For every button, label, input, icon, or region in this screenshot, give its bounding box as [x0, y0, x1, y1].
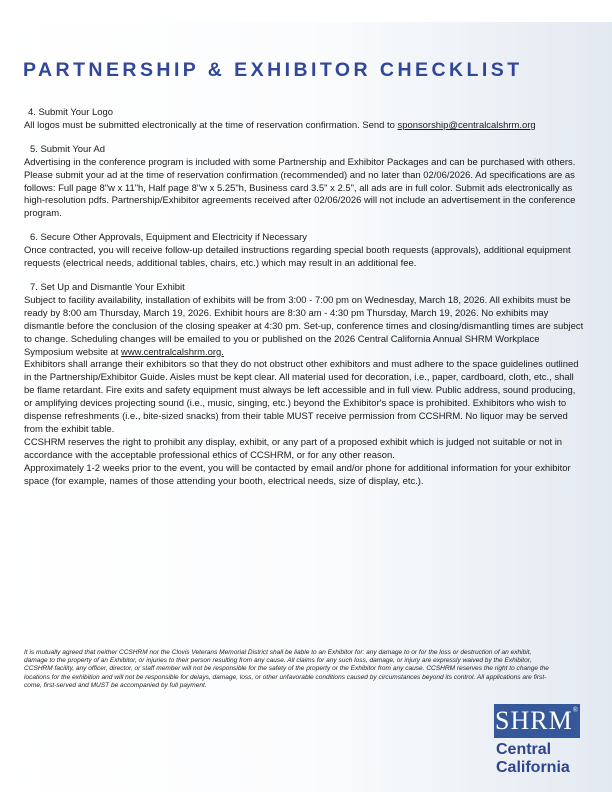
shrm-logo-box — [494, 704, 580, 738]
section-heading: 7. Set Up and Dismantle Your Exhibit — [30, 281, 185, 293]
top-band — [0, 0, 612, 22]
registered-mark: ® — [572, 706, 580, 714]
section-heading: 4. Submit Your Logo — [28, 107, 114, 118]
website-link[interactable]: www.centralcalshrm.org. — [121, 346, 224, 358]
setup-paragraph-rights: CCSHRM reserves the right to prohibit any display, exhibit, or any part of a proposed exhibit which is judged not suitable or not in accordance with the acceptable professional ethics of CCSHRM, or for any other reason. — [24, 436, 563, 461]
shrm-wordmark: SHRM — [494, 706, 573, 735]
section-submit-logo — [24, 107, 584, 133]
checklist-content — [24, 107, 584, 488]
section-setup — [24, 282, 584, 489]
section-body — [24, 120, 584, 133]
setup-paragraph-rules: Exhibitors shall arrange their exhibitors so that they do not obstruct other exhibitors and must adhere to the space guidelines outlined in the Partnership/Exhibitor Guide. Aisles must be kept clear. All material used for decoration, i.e., paper, cardboard, cloth, etc., shall be flame retardant. Fire exits and safety equipment must always be left accessible and in full view. Public address, sound producing, or amplifying devices projecting sound (i.e., music, singing, etc.) beyond the Exhibitor's space is prohibited. Exhibitors who wish to dispense refreshments (i.e., bite-sized snacks) from their table MUST receive permission from CCSHRM. No liquor may be served from the exhibit table. — [24, 359, 579, 435]
sponsorship-email-link[interactable]: sponsorship@centralcalshrm.org — [397, 119, 536, 131]
section-body: Once contracted, you will receive follow-up detailed instructions regarding special booth requests (approvals), additional equipment requests (electrical needs, additional tables, chairs, etc.) which may result in an additional fee. — [24, 245, 571, 270]
section-approvals — [24, 232, 584, 271]
liability-disclaimer: It is mutually agreed that neither CCSHRM nor the Clovis Veterans Memorial District shall be liable to an Exhibitor for: any damage to or for the loss or destruction of an exhibit, damage to the property of an Exhibitor, or injuries to their person resulting from any cause. All claims for any such loss, damage, or injury are expressly waived by the Exhibitor, CCSHRM facility, any officer, director, or staff member will not be responsible for the safety of the property or the Exhibitor from any cause. CCSHRM reserves the right to change the locations for the exhibition and will not be responsible for delays, damage, loss, or other unfavorable conditions caused by circumstances beyond its control. All applications are first-come, first-served and MUST be accompanied by full payment. — [24, 648, 549, 690]
setup-paragraph-contact: Approximately 1-2 weeks prior to the event, you will be contacted by email and/or phone for additional information for your exhibitor space (for example, names of those attending your booth, electrical needs, size of display, etc.). — [24, 462, 571, 487]
section-heading: 5. Submit Your Ad — [30, 143, 106, 155]
section-body-text: All logos must be submitted electronically at the time of reservation confirmation. Send to — [24, 119, 398, 131]
logo-line-central: Central — [496, 741, 552, 758]
section-heading: 6. Secure Other Approvals, Equipment and Electricity if Necessary — [30, 232, 307, 244]
setup-schedule-text: Subject to facility availability, installation of exhibits will be from 3:00 - 7:00 pm on Wednesday, March 18, 2026. All exhibits must be ready by 8:00 am Thursday, March 19, 2026. Exhibit hours are 8:30 am - 4:30 pm Thursday, March 19, 2026. No exhibits may dismantle before the conclusion of the closing speaker at 4:30 pm. Set-up, conference times and closing/dismantling times are subject to change. Scheduling changes will be emailed to you or published on the 2026 Central California Annual SHRM Workplace Symposium website at — [24, 294, 584, 358]
shrm-central-california-logo — [494, 704, 584, 782]
logo-line-california: California — [496, 759, 570, 776]
setup-paragraph-schedule — [24, 295, 584, 360]
section-submit-ad — [24, 144, 584, 221]
section-body: Advertising in the conference program is included with some Partnership and Exhibitor Packages and can be purchased with others. Please submit your ad at the time of reservation confirmation (recommended) and no later than 02/06/2026. Ad specifications are as follows: Full page 8"w x 11"h, Half page 8"w x 5.25"h, Business card 3.5" x 2.5", all ads are in full color. Submit ads electronically as high-resolution pdfs. Partnership/Exhibitor agreements received after 02/06/2026 will not include an advertisement in the conference program. — [24, 156, 576, 220]
page-title: PARTNERSHIP & EXHIBITOR CHECKLIST — [23, 59, 523, 81]
